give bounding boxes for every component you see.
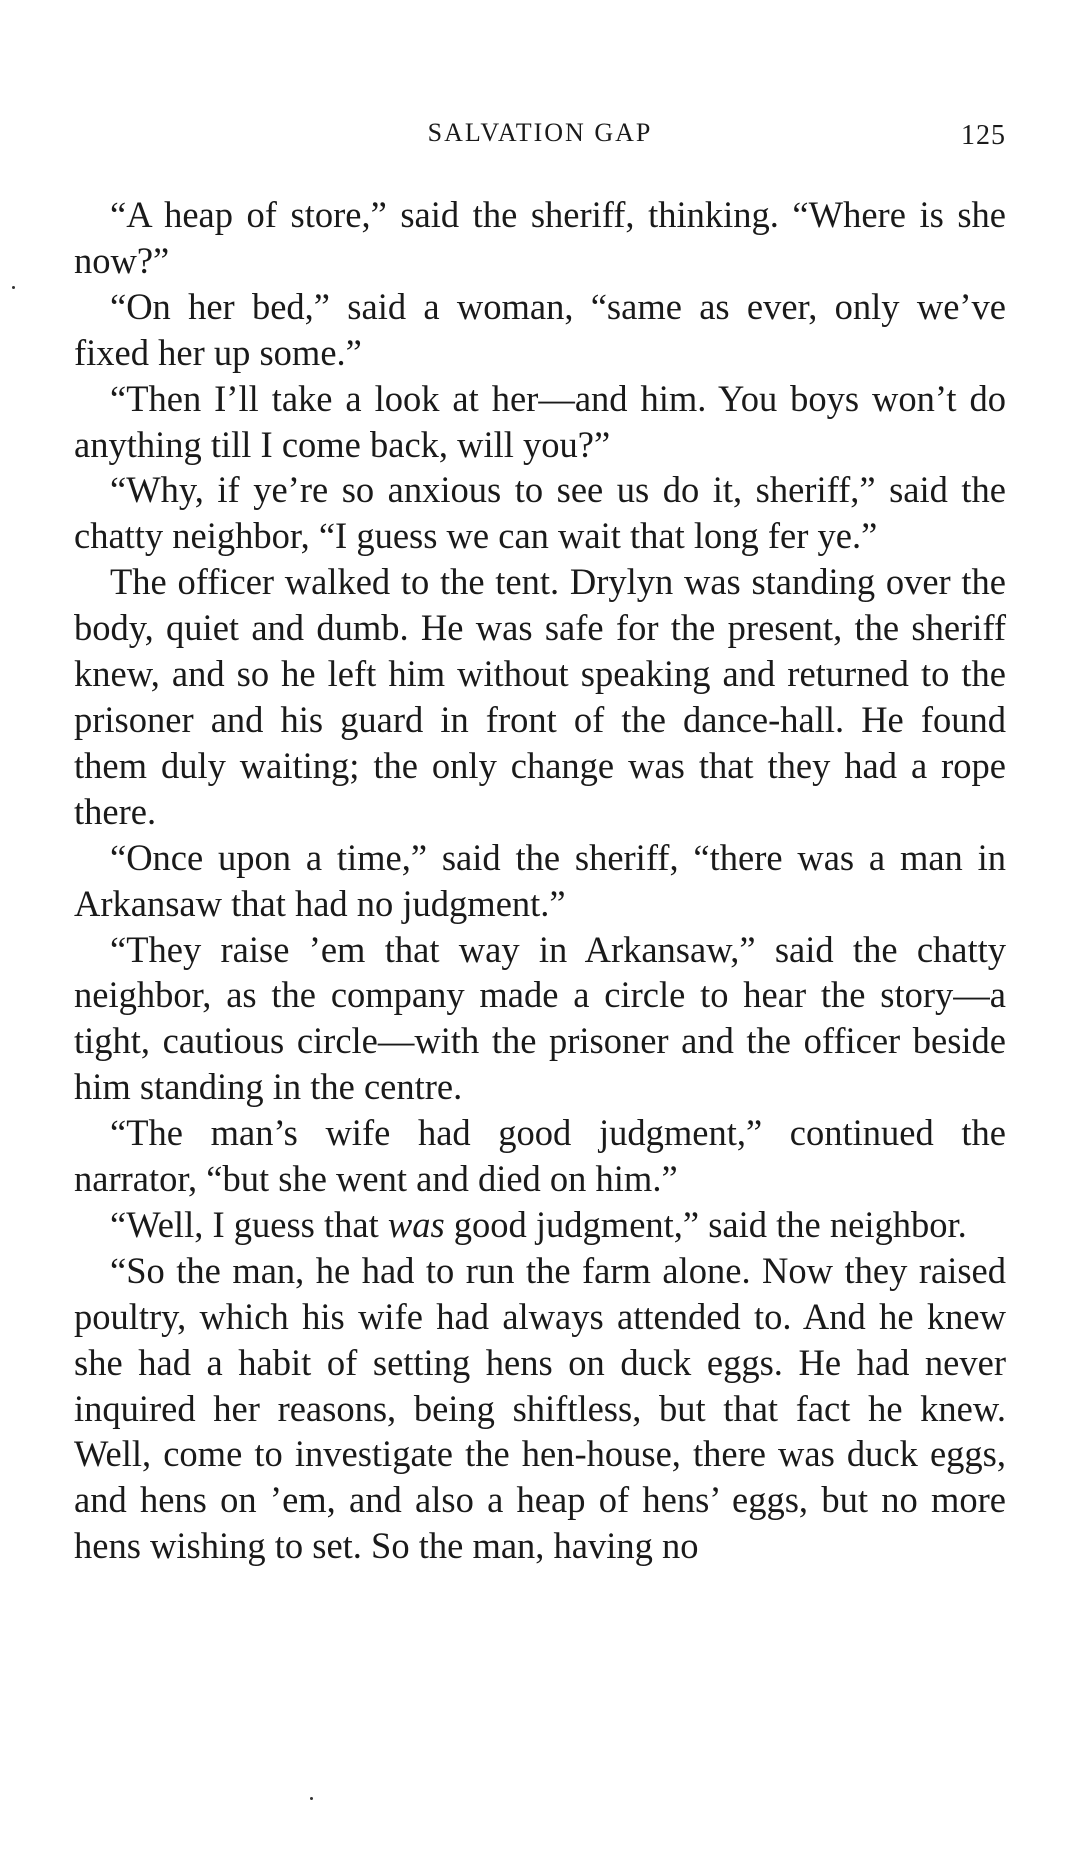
print-speck [310,1797,313,1800]
paragraph: “Why, if ye’re so anxious to see us do it, sheriff,” said the chatty neighbor, “I guess we can wait that long fer ye.” [74,469,1006,557]
page-number: 125 [961,120,1006,151]
body-text [74,192,1006,1569]
paragraph: “The man’s wife had good judgment,” continued the narrator, “but she went and died on him.” [74,1112,1006,1200]
paragraph: “Once upon a time,” said the sheriff, “there was a man in Arkansaw that had no judgment.” [74,836,1006,924]
paragraph: The officer walked to the tent. Drylyn was standing over the body, quiet and dumb. He was safe for the present, the sheriff knew, and so he left him without speaking and returned to the prisoner and his guard in front of the dance-hall. He found them duly waiting; the only change was that they had a rope there. [74,561,1006,832]
paragraph: “A heap of store,” said the sheriff, thinking. “Where is she now?” [74,194,1006,281]
paragraph-text-before: “Well, I guess that [110,1203,388,1245]
running-header [74,118,1006,158]
paragraph-text-after: good judgment,” said the neighbor. [444,1203,967,1245]
print-speck [12,286,15,289]
paragraph: “Then I’ll take a look at her—and him. You boys won’t do anything till I come back, will you?” [74,377,1006,465]
paragraph: “So the man, he had to run the farm alone. Now they raised poultry, which his wife had always attended to. And he knew she had a habit of setting hens on duck eggs. He had never inquired her reasons, being shiftless, but that fact he knew. Well, come to investigate the hen-house, there was duck eggs, and hens on ’em, and also a heap of hens’ eggs, but no more hens wishing to set. So the man, having no [74,1249,1006,1567]
italic-word: was [387,1203,445,1245]
paragraph: “They raise ’em that way in Arkansaw,” said the chatty neighbor, as the company made a circle to hear the story—a tight, cautious circle—with the prisoner and the officer beside him standing in the centre. [74,928,1006,1108]
running-title: SALVATION GAP [427,118,653,147]
paragraph-with-italic [74,1202,1006,1248]
paragraph: “On her bed,” said a woman, “same as ever, only we’ve fixed her up some.” [74,285,1006,373]
